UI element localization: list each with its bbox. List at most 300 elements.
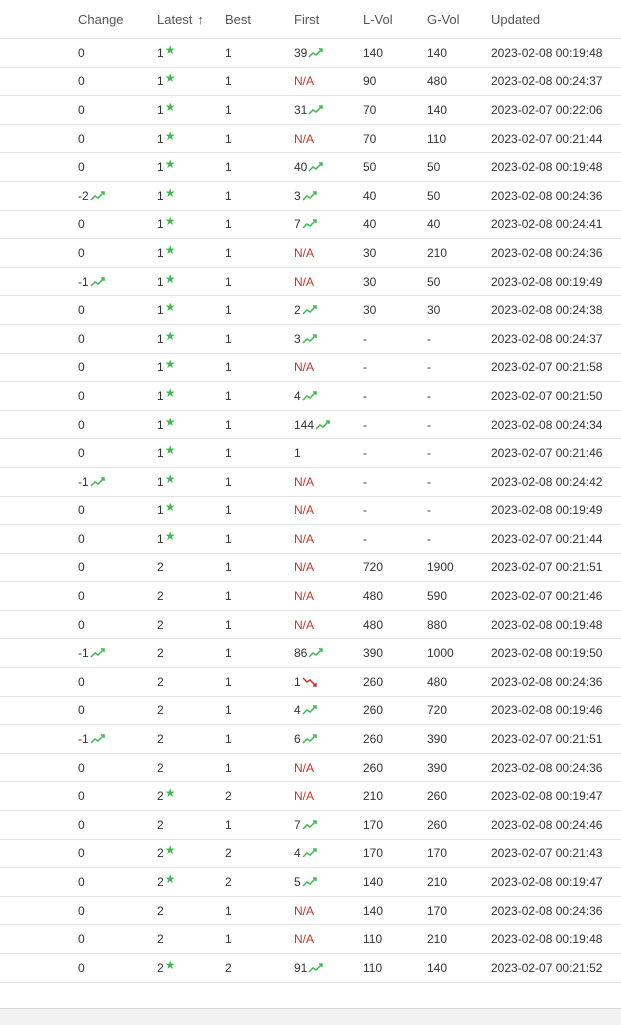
trend-up-icon: [302, 704, 318, 716]
cell-best: [225, 468, 285, 496]
best-value: 1: [225, 188, 232, 203]
first-value: 39: [294, 45, 308, 60]
star-icon: ★: [164, 328, 176, 343]
first-value: 4: [294, 846, 301, 861]
lvol-value: 70: [363, 102, 377, 117]
cell-lvol: [363, 239, 421, 267]
best-value: 1: [225, 589, 232, 604]
table-row[interactable]: [0, 668, 621, 697]
cell-lvol: [363, 468, 421, 496]
cell-updated: [491, 325, 621, 353]
change-value: -1: [78, 732, 89, 747]
best-value: 2: [225, 875, 232, 890]
cell-gvol: [427, 811, 485, 839]
cell-lvol: [363, 554, 421, 582]
table-row[interactable]: [0, 954, 621, 983]
cell-best: [225, 96, 285, 124]
table-row[interactable]: [0, 354, 621, 383]
cell-change: [78, 354, 148, 382]
change-value: 0: [78, 817, 85, 832]
change-value: 0: [78, 45, 85, 60]
star-icon: ★: [164, 528, 176, 543]
gvol-value: 140: [427, 102, 448, 117]
table-row[interactable]: [0, 68, 621, 97]
best-value: 1: [225, 331, 232, 346]
lvol-value: 480: [363, 589, 384, 604]
best-value: 1: [225, 303, 232, 318]
first-value: N/A: [294, 589, 315, 604]
gvol-value: -: [427, 446, 431, 461]
gvol-value: 390: [427, 760, 448, 775]
change-value: 0: [78, 932, 85, 947]
table-row[interactable]: [0, 468, 621, 497]
cell-latest: [157, 582, 219, 610]
cell-lvol: [363, 211, 421, 239]
cell-first: [294, 153, 356, 181]
cell-best: [225, 354, 285, 382]
cell-first: [294, 639, 356, 667]
table-row[interactable]: [0, 697, 621, 726]
latest-value: 1: [157, 503, 164, 518]
cell-lvol: [363, 125, 421, 153]
lvol-value: 260: [363, 760, 384, 775]
cell-gvol: [427, 325, 485, 353]
lvol-value: 110: [363, 960, 383, 975]
table-row[interactable]: [0, 725, 621, 754]
star-icon: ★: [164, 157, 176, 172]
first-value: 4: [294, 703, 301, 718]
change-value: 0: [78, 360, 85, 375]
cell-change: [78, 468, 148, 496]
gvol-value: 50: [427, 160, 441, 175]
cell-latest: [157, 954, 219, 982]
best-value: 1: [225, 245, 232, 260]
trend-up-icon: [302, 218, 318, 230]
best-value: 1: [225, 732, 232, 747]
lvol-value: 140: [363, 45, 384, 60]
cell-lvol: [363, 411, 421, 439]
latest-value: 2: [157, 560, 164, 575]
latest-value: 1: [157, 102, 164, 117]
cell-latest: [157, 39, 219, 67]
cell-gvol: [427, 925, 485, 953]
table-row[interactable]: [0, 840, 621, 869]
star-icon: ★: [164, 214, 176, 229]
star-icon: ★: [164, 300, 176, 315]
gvol-value: 50: [427, 188, 441, 203]
cell-latest: [157, 782, 219, 810]
trend-down-icon: [302, 676, 318, 688]
first-value: 144: [294, 417, 315, 432]
cell-latest: [157, 840, 219, 868]
cell-updated: [491, 68, 621, 96]
cell-best: [225, 697, 285, 725]
cell-best: [225, 439, 285, 467]
column-header-latest[interactable]: [157, 12, 219, 27]
gvol-value: 50: [427, 274, 441, 289]
cell-latest: [157, 96, 219, 124]
cell-change: [78, 296, 148, 324]
lvol-value: 480: [363, 617, 384, 632]
cell-lvol: [363, 497, 421, 525]
column-header-lvol[interactable]: [363, 12, 421, 27]
trend-up-icon: [308, 47, 324, 59]
best-value: 1: [225, 617, 232, 632]
star-icon: ★: [164, 242, 176, 257]
table-row[interactable]: [0, 925, 621, 954]
first-value: 86: [294, 646, 308, 661]
table-row[interactable]: [0, 239, 621, 268]
column-header-gvol[interactable]: [427, 12, 485, 27]
change-value: 0: [78, 875, 85, 890]
updated-value: 2023-02-08 00:24:36: [491, 760, 603, 775]
table-row[interactable]: [0, 39, 621, 68]
latest-value: 1: [157, 446, 164, 461]
star-icon: ★: [164, 500, 176, 515]
trend-up-icon: [302, 876, 318, 888]
change-value: 0: [78, 703, 85, 718]
cell-updated: [491, 439, 621, 467]
best-value: 1: [225, 703, 232, 718]
latest-value: 1: [157, 245, 164, 260]
latest-value: 2: [157, 674, 164, 689]
first-value: N/A: [294, 503, 315, 518]
cell-best: [225, 811, 285, 839]
table-row[interactable]: [0, 639, 621, 668]
cell-first: [294, 582, 356, 610]
cell-lvol: [363, 296, 421, 324]
column-header-updated[interactable]: [491, 12, 621, 27]
cell-change: [78, 382, 148, 410]
cell-first: [294, 182, 356, 210]
table-row[interactable]: [0, 811, 621, 840]
cell-best: [225, 268, 285, 296]
cell-latest: [157, 296, 219, 324]
latest-value: 1: [157, 160, 164, 175]
cell-latest: [157, 497, 219, 525]
cell-latest: [157, 811, 219, 839]
best-value: 1: [225, 446, 232, 461]
cell-first: [294, 125, 356, 153]
cell-updated: [491, 153, 621, 181]
cell-change: [78, 325, 148, 353]
lvol-value: -: [363, 531, 367, 546]
column-header-change-label: Change: [78, 11, 124, 27]
cell-gvol: [427, 96, 485, 124]
updated-value: 2023-02-08 00:19:48: [491, 45, 603, 60]
cell-first: [294, 668, 356, 696]
cell-change: [78, 897, 148, 925]
cell-first: [294, 239, 356, 267]
cell-best: [225, 754, 285, 782]
cell-best: [225, 68, 285, 96]
first-value: N/A: [294, 932, 315, 947]
best-value: 1: [225, 503, 232, 518]
cell-change: [78, 582, 148, 610]
gvol-value: -: [427, 474, 431, 489]
cell-latest: [157, 554, 219, 582]
latest-value: 2: [157, 817, 164, 832]
cell-lvol: [363, 868, 421, 896]
change-value: 0: [78, 417, 85, 432]
first-value: 3: [294, 188, 301, 203]
arrow-up-icon[interactable]: ↑: [197, 11, 204, 27]
lvol-value: 140: [363, 875, 384, 890]
latest-value: 2: [157, 617, 164, 632]
updated-value: 2023-02-08 00:24:46: [491, 817, 603, 832]
table-row[interactable]: [0, 411, 621, 440]
cell-latest: [157, 182, 219, 210]
change-value: 0: [78, 245, 85, 260]
cell-lvol: [363, 39, 421, 67]
column-header-best[interactable]: [225, 12, 285, 27]
gvol-value: 40: [427, 217, 441, 232]
cell-latest: [157, 868, 219, 896]
first-value: N/A: [294, 760, 315, 775]
cell-first: [294, 897, 356, 925]
best-value: 1: [225, 131, 232, 146]
cell-change: [78, 96, 148, 124]
cell-change: [78, 754, 148, 782]
lvol-value: 90: [363, 74, 377, 89]
table-row[interactable]: [0, 582, 621, 611]
cell-gvol: [427, 582, 485, 610]
latest-value: 1: [157, 131, 164, 146]
cell-best: [225, 325, 285, 353]
cell-change: [78, 697, 148, 725]
table-row[interactable]: [0, 325, 621, 354]
first-value: 3: [294, 331, 301, 346]
cell-first: [294, 840, 356, 868]
latest-value: 2: [157, 932, 164, 947]
cell-first: [294, 497, 356, 525]
gvol-value: 590: [427, 589, 448, 604]
change-value: 0: [78, 446, 85, 461]
cell-gvol: [427, 782, 485, 810]
latest-value: 1: [157, 331, 164, 346]
best-value: 1: [225, 674, 232, 689]
column-header-first[interactable]: [294, 12, 356, 27]
cell-change: [78, 525, 148, 553]
updated-value: 2023-02-08 00:24:36: [491, 674, 603, 689]
change-value: 0: [78, 617, 85, 632]
cell-first: [294, 325, 356, 353]
cell-change: [78, 639, 148, 667]
first-value: 7: [294, 817, 301, 832]
cell-updated: [491, 554, 621, 582]
cell-gvol: [427, 354, 485, 382]
cell-updated: [491, 468, 621, 496]
lvol-value: 390: [363, 646, 384, 661]
best-value: 1: [225, 817, 232, 832]
cell-updated: [491, 239, 621, 267]
cell-change: [78, 782, 148, 810]
cell-first: [294, 725, 356, 753]
cell-updated: [491, 639, 621, 667]
best-value: 1: [225, 160, 232, 175]
cell-latest: [157, 268, 219, 296]
cell-first: [294, 411, 356, 439]
cell-change: [78, 439, 148, 467]
best-value: 1: [225, 102, 232, 117]
gvol-value: 1900: [427, 560, 454, 575]
updated-value: 2023-02-08 00:19:49: [491, 503, 603, 518]
gvol-value: 170: [427, 846, 448, 861]
gvol-value: -: [427, 360, 431, 375]
updated-value: 2023-02-07 00:21:44: [491, 131, 603, 146]
table-row[interactable]: [0, 296, 621, 325]
cell-updated: [491, 868, 621, 896]
cell-lvol: [363, 325, 421, 353]
gvol-value: 170: [427, 903, 448, 918]
column-header-first-label: First: [294, 11, 320, 27]
trend-up-icon: [302, 333, 318, 345]
first-value: 4: [294, 388, 301, 403]
updated-value: 2023-02-07 00:21:52: [491, 960, 603, 975]
best-value: 2: [225, 789, 232, 804]
updated-value: 2023-02-07 00:21:51: [491, 560, 603, 575]
lvol-value: 40: [363, 188, 377, 203]
first-value: 91: [294, 960, 308, 975]
star-icon: ★: [164, 957, 176, 972]
cell-best: [225, 525, 285, 553]
first-value: N/A: [294, 360, 315, 375]
gvol-value: -: [427, 531, 431, 546]
cell-change: [78, 239, 148, 267]
cell-first: [294, 782, 356, 810]
lvol-value: -: [363, 331, 367, 346]
cell-updated: [491, 382, 621, 410]
trend-up-icon: [90, 647, 106, 659]
table-row[interactable]: [0, 497, 621, 526]
table-header: [0, 0, 621, 39]
cell-gvol: [427, 239, 485, 267]
best-value: 1: [225, 274, 232, 289]
cell-change: [78, 868, 148, 896]
cell-first: [294, 96, 356, 124]
best-value: 1: [225, 903, 232, 918]
trend-up-icon: [302, 390, 318, 402]
updated-value: 2023-02-07 00:22:06: [491, 102, 603, 117]
cell-updated: [491, 611, 621, 639]
cell-updated: [491, 840, 621, 868]
table-row[interactable]: [0, 96, 621, 125]
star-icon: ★: [164, 271, 176, 286]
updated-value: 2023-02-07 00:21:51: [491, 732, 603, 747]
lvol-value: -: [363, 388, 367, 403]
column-header-change[interactable]: [78, 12, 148, 27]
cell-change: [78, 497, 148, 525]
updated-value: 2023-02-08 00:24:36: [491, 245, 603, 260]
cell-change: [78, 840, 148, 868]
cell-best: [225, 868, 285, 896]
table-row[interactable]: [0, 782, 621, 811]
latest-value: 1: [157, 45, 164, 60]
latest-value: 2: [157, 703, 164, 718]
table-row[interactable]: [0, 153, 621, 182]
cell-best: [225, 554, 285, 582]
star-icon: ★: [164, 443, 176, 458]
cell-gvol: [427, 954, 485, 982]
cell-best: [225, 897, 285, 925]
lvol-value: 260: [363, 674, 384, 689]
cell-updated: [491, 725, 621, 753]
lvol-value: -: [363, 503, 367, 518]
table-row[interactable]: [0, 868, 621, 897]
cell-change: [78, 954, 148, 982]
updated-value: 2023-02-08 00:19:48: [491, 160, 603, 175]
change-value: 0: [78, 388, 85, 403]
table-row[interactable]: [0, 525, 621, 554]
cell-first: [294, 868, 356, 896]
table-row[interactable]: [0, 125, 621, 154]
table-row[interactable]: [0, 382, 621, 411]
cell-lvol: [363, 611, 421, 639]
cell-change: [78, 925, 148, 953]
cell-latest: [157, 382, 219, 410]
gvol-value: -: [427, 331, 431, 346]
change-value: 0: [78, 331, 85, 346]
cell-first: [294, 68, 356, 96]
cell-updated: [491, 811, 621, 839]
cell-best: [225, 954, 285, 982]
table-row[interactable]: [0, 754, 621, 783]
cell-updated: [491, 897, 621, 925]
table-row[interactable]: [0, 211, 621, 240]
cell-updated: [491, 497, 621, 525]
trend-up-icon: [308, 104, 324, 116]
first-value: N/A: [294, 131, 315, 146]
star-icon: ★: [164, 786, 176, 801]
cell-change: [78, 268, 148, 296]
trend-up-icon: [302, 304, 318, 316]
updated-value: 2023-02-08 00:24:34: [491, 417, 603, 432]
best-value: 1: [225, 932, 232, 947]
cell-best: [225, 639, 285, 667]
first-value: 1: [294, 446, 301, 461]
table-row[interactable]: [0, 554, 621, 583]
lvol-value: 110: [363, 932, 383, 947]
table-row[interactable]: [0, 611, 621, 640]
cell-lvol: [363, 697, 421, 725]
cell-lvol: [363, 840, 421, 868]
cell-first: [294, 697, 356, 725]
cell-gvol: [427, 125, 485, 153]
gvol-value: 140: [427, 45, 448, 60]
cell-updated: [491, 39, 621, 67]
first-value: N/A: [294, 617, 315, 632]
cell-best: [225, 211, 285, 239]
table-row[interactable]: [0, 439, 621, 468]
column-header-latest-label: Latest: [157, 11, 193, 27]
latest-value: 1: [157, 417, 164, 432]
table-row[interactable]: [0, 268, 621, 297]
trend-up-icon: [90, 190, 106, 202]
cell-gvol: [427, 296, 485, 324]
change-value: 0: [78, 131, 85, 146]
cell-best: [225, 497, 285, 525]
cell-change: [78, 211, 148, 239]
table-row[interactable]: [0, 897, 621, 926]
change-value: 0: [78, 531, 85, 546]
cell-latest: [157, 754, 219, 782]
change-value: 0: [78, 903, 85, 918]
change-value: 0: [78, 674, 85, 689]
cell-first: [294, 754, 356, 782]
latest-value: 1: [157, 74, 164, 89]
table-row[interactable]: [0, 182, 621, 211]
cell-latest: [157, 68, 219, 96]
